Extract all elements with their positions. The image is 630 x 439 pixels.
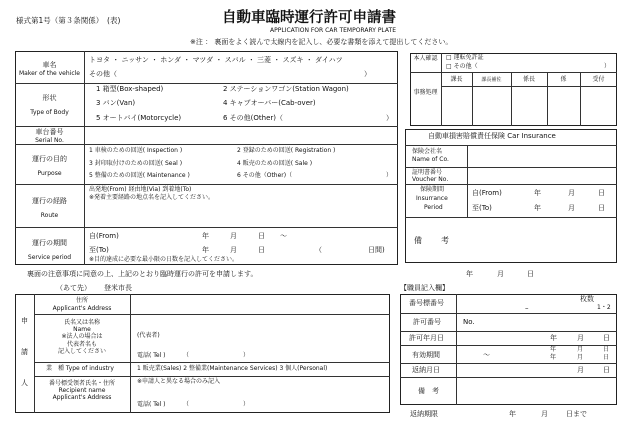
permit-date-year[interactable]: 年 <box>550 334 557 342</box>
recipient-tel-close: ） <box>243 401 250 408</box>
insurance-from-label: 自(From) <box>472 189 502 197</box>
recipient-note: ※申請人と異なる場合のみ記入 <box>137 378 221 385</box>
valid-period-label: 有効期間 <box>412 351 440 359</box>
valid-to-month[interactable]: 月 <box>577 354 584 361</box>
agreement-month[interactable]: 月 <box>497 270 504 278</box>
permit-date-day[interactable]: 日 <box>603 334 610 342</box>
office-label: 事務処理 <box>413 89 438 96</box>
identity-label: 本人確認 <box>413 55 438 62</box>
remarks-label: 備 考 <box>414 236 450 245</box>
return-date-month[interactable]: 月 <box>577 366 584 374</box>
staff-heading: 【職員記入欄】 <box>400 284 449 292</box>
purpose-option-3[interactable]: 3 封印取付けのための回送( Seal ) <box>89 160 183 167</box>
insurance-to-day[interactable]: 日 <box>598 204 605 212</box>
insurance-to-label: 至(To) <box>472 204 492 212</box>
plate-count-values[interactable]: 1・2 <box>597 304 611 311</box>
recipient-tel-open: （ <box>183 401 190 408</box>
service-tilde: ～ <box>280 232 287 240</box>
return-deadline-by: 日まで <box>566 410 587 418</box>
office-col-chief: 係長 <box>522 76 535 83</box>
return-date-label: 返納月日 <box>412 366 440 374</box>
service-to-year[interactable]: 年 <box>202 246 209 254</box>
applicant-tel-label: 電話( Tel ) <box>137 352 166 359</box>
service-days[interactable]: 日間) <box>368 246 385 254</box>
route-fields[interactable]: 出発地(From) 経由地(Via) 到着地(To) <box>89 186 192 193</box>
return-deadline-label: 返納期限 <box>410 410 438 418</box>
plate-number-label: 番号標番号 <box>409 299 444 307</box>
applicant-side-label-3: 人 <box>21 379 28 387</box>
body-type-other-close: ） <box>386 114 393 122</box>
form-number: 様式第1号（第３条関係） (表) <box>16 16 121 25</box>
permit-date-label: 許可年月日 <box>409 334 444 342</box>
office-col-assistant: 課長補佐 <box>481 77 502 83</box>
insurance-voucher-label-en: Voucher No. <box>412 176 449 183</box>
applicant-address-label: 住所 Applicant's Address <box>52 297 112 312</box>
service-to-day[interactable]: 日 <box>258 246 265 254</box>
body-type-option-3[interactable]: 3 バン(Van) <box>96 99 136 107</box>
applicant-tel-open: （ <box>183 352 190 359</box>
service-from-day[interactable]: 日 <box>258 232 265 240</box>
body-type-option-4[interactable]: 4 キャブオーバー(Cab-over) <box>223 99 316 107</box>
insurance-heading: 自動車損害賠償責任保険 Car Insurance <box>428 132 556 140</box>
valid-from-day[interactable]: 日 <box>603 346 610 353</box>
insurance-period-label: 保険期間 <box>420 186 445 193</box>
page-subtitle: APPLICATION FOR CAR TEMPORARY PLATE <box>270 27 397 34</box>
recipient-label: 番号標受領者氏名・住所 Recipient name Applicant's Address <box>48 380 115 402</box>
identity-option-license[interactable]: □ 運転免許証 <box>446 54 484 61</box>
permit-date-month[interactable]: 月 <box>577 334 584 342</box>
return-deadline-year[interactable]: 年 <box>509 410 516 418</box>
body-type-label: 形状 Type of Body <box>30 94 69 116</box>
insurance-period-label-en1: Insurrance <box>416 195 448 202</box>
purpose-other-close: ） <box>386 172 393 179</box>
business-type-label: 業 種 Type of industry <box>46 365 114 372</box>
insurance-from-day[interactable]: 日 <box>598 189 605 197</box>
addressee-prefix: （あて先） <box>56 284 91 292</box>
serial-label: 車台番号 Serial No. <box>35 128 64 144</box>
permit-number-label: 許可番号 <box>413 318 441 326</box>
service-from-year[interactable]: 年 <box>202 232 209 240</box>
plate-number-dash: – <box>525 304 529 312</box>
recipient-tel-label: 電話( Tel ) <box>137 401 166 408</box>
staff-remarks-label: 備 考 <box>418 387 439 395</box>
insurance-company-label-en: Name of Co. <box>412 156 449 163</box>
representative-label: (代表者) <box>137 332 160 339</box>
service-period-note: ※目的達成に必要な最小限の日数を記入してください。 <box>89 256 239 263</box>
maker-options[interactable]: トヨタ ・ ニッサン ・ ホンダ ・ マツダ ・ スバル ・ 三菱 ・ スズキ ・ ダイハツ <box>89 56 343 64</box>
return-date-day[interactable]: 日 <box>603 366 610 374</box>
service-to-label: 至(To) <box>89 246 109 254</box>
insurance-period-label-en2: Period <box>424 204 443 211</box>
insurance-company-label: 保険会社名 <box>412 148 443 155</box>
service-days-open: （ <box>315 246 322 254</box>
purpose-option-5[interactable]: 5 整備のための回送( Maintenance ) <box>89 172 190 179</box>
applicant-side-label-1: 申 <box>21 317 28 325</box>
valid-period-tilde: ～ <box>483 351 490 359</box>
business-type-options[interactable]: 1 販売業(Sales) 2 整備業(Maintenance Services) 3 個人(Personal) <box>137 365 328 372</box>
purpose-option-1[interactable]: 1 車検のための回送( Inspection ) <box>89 147 183 154</box>
office-col-staff: 係 <box>560 76 567 83</box>
plate-count-label: 枚数 <box>580 295 594 303</box>
permit-number-prefix: No. <box>463 318 475 326</box>
route-note: ※発着主要経路の地点名を記入してください。 <box>89 194 215 201</box>
addressee-mayor: 登米市長 <box>104 284 132 292</box>
insurance-to-month[interactable]: 月 <box>568 204 575 212</box>
agreement-day[interactable]: 日 <box>527 270 534 278</box>
service-period-label: 運行の期間 Service period <box>27 239 72 261</box>
body-type-option-2[interactable]: 2 ステーションワゴン(Station Wagon) <box>223 85 349 93</box>
maker-other[interactable]: その他（ <box>89 70 117 78</box>
body-type-option-6[interactable]: 6 その他(Other)（ <box>223 114 284 122</box>
valid-to-year[interactable]: 年 <box>550 354 557 361</box>
identity-other-close: ） <box>604 63 611 70</box>
valid-from-month[interactable]: 月 <box>577 346 584 353</box>
maker-label: 車名 Maker of the vehicle <box>19 61 80 77</box>
insurance-to-year[interactable]: 年 <box>534 204 541 212</box>
office-col-manager: 課長 <box>450 76 463 83</box>
valid-to-day[interactable]: 日 <box>603 354 610 361</box>
body-type-option-1[interactable]: 1 箱型(Box-shaped) <box>96 85 164 93</box>
body-type-option-5[interactable]: 5 オートバイ(Motorcycle) <box>96 114 182 122</box>
applicant-name-label: 氏名又は名称 Name ※法人の場合は 代表者名も 記入してください <box>57 319 106 355</box>
insurance-voucher-label: 証明書番号 <box>412 169 443 176</box>
service-from-month[interactable]: 月 <box>230 232 237 240</box>
insurance-from-month[interactable]: 月 <box>568 189 575 197</box>
purpose-option-6[interactable]: 6 その他（Other)（ <box>237 172 293 179</box>
purpose-label: 運行の目的 Purpose <box>32 155 67 177</box>
agreement-text: 裏面の注意事項に同意の上、上記のとおり臨時運行の許可を申請します。 <box>27 270 258 278</box>
instruction-note: ※注 ： 裏面をよく読んで太線内を記入し、必要な書類を添えて提出してください。 <box>190 38 453 46</box>
insurance-from-year[interactable]: 年 <box>534 189 541 197</box>
agreement-year[interactable]: 年 <box>466 270 473 278</box>
maker-other-close: ） <box>364 70 371 78</box>
page-title: 自動車臨時運行許可申請書 <box>222 10 396 26</box>
identity-option-other[interactable]: □ その他（ <box>446 63 478 70</box>
service-from-label: 自(From) <box>89 232 119 240</box>
route-label: 運行の経路 Route <box>32 197 67 219</box>
office-col-reception: 受付 <box>592 76 605 83</box>
return-deadline-month[interactable]: 月 <box>541 410 548 418</box>
purpose-option-2[interactable]: 2 登録のための回送( Registration ) <box>237 147 336 154</box>
applicant-side-label-2: 請 <box>21 348 28 356</box>
service-to-month[interactable]: 月 <box>230 246 237 254</box>
purpose-option-4[interactable]: 4 販売のための回送( Sale ) <box>237 160 313 167</box>
applicant-tel-close: ） <box>243 352 250 359</box>
valid-from-year[interactable]: 年 <box>550 346 557 353</box>
